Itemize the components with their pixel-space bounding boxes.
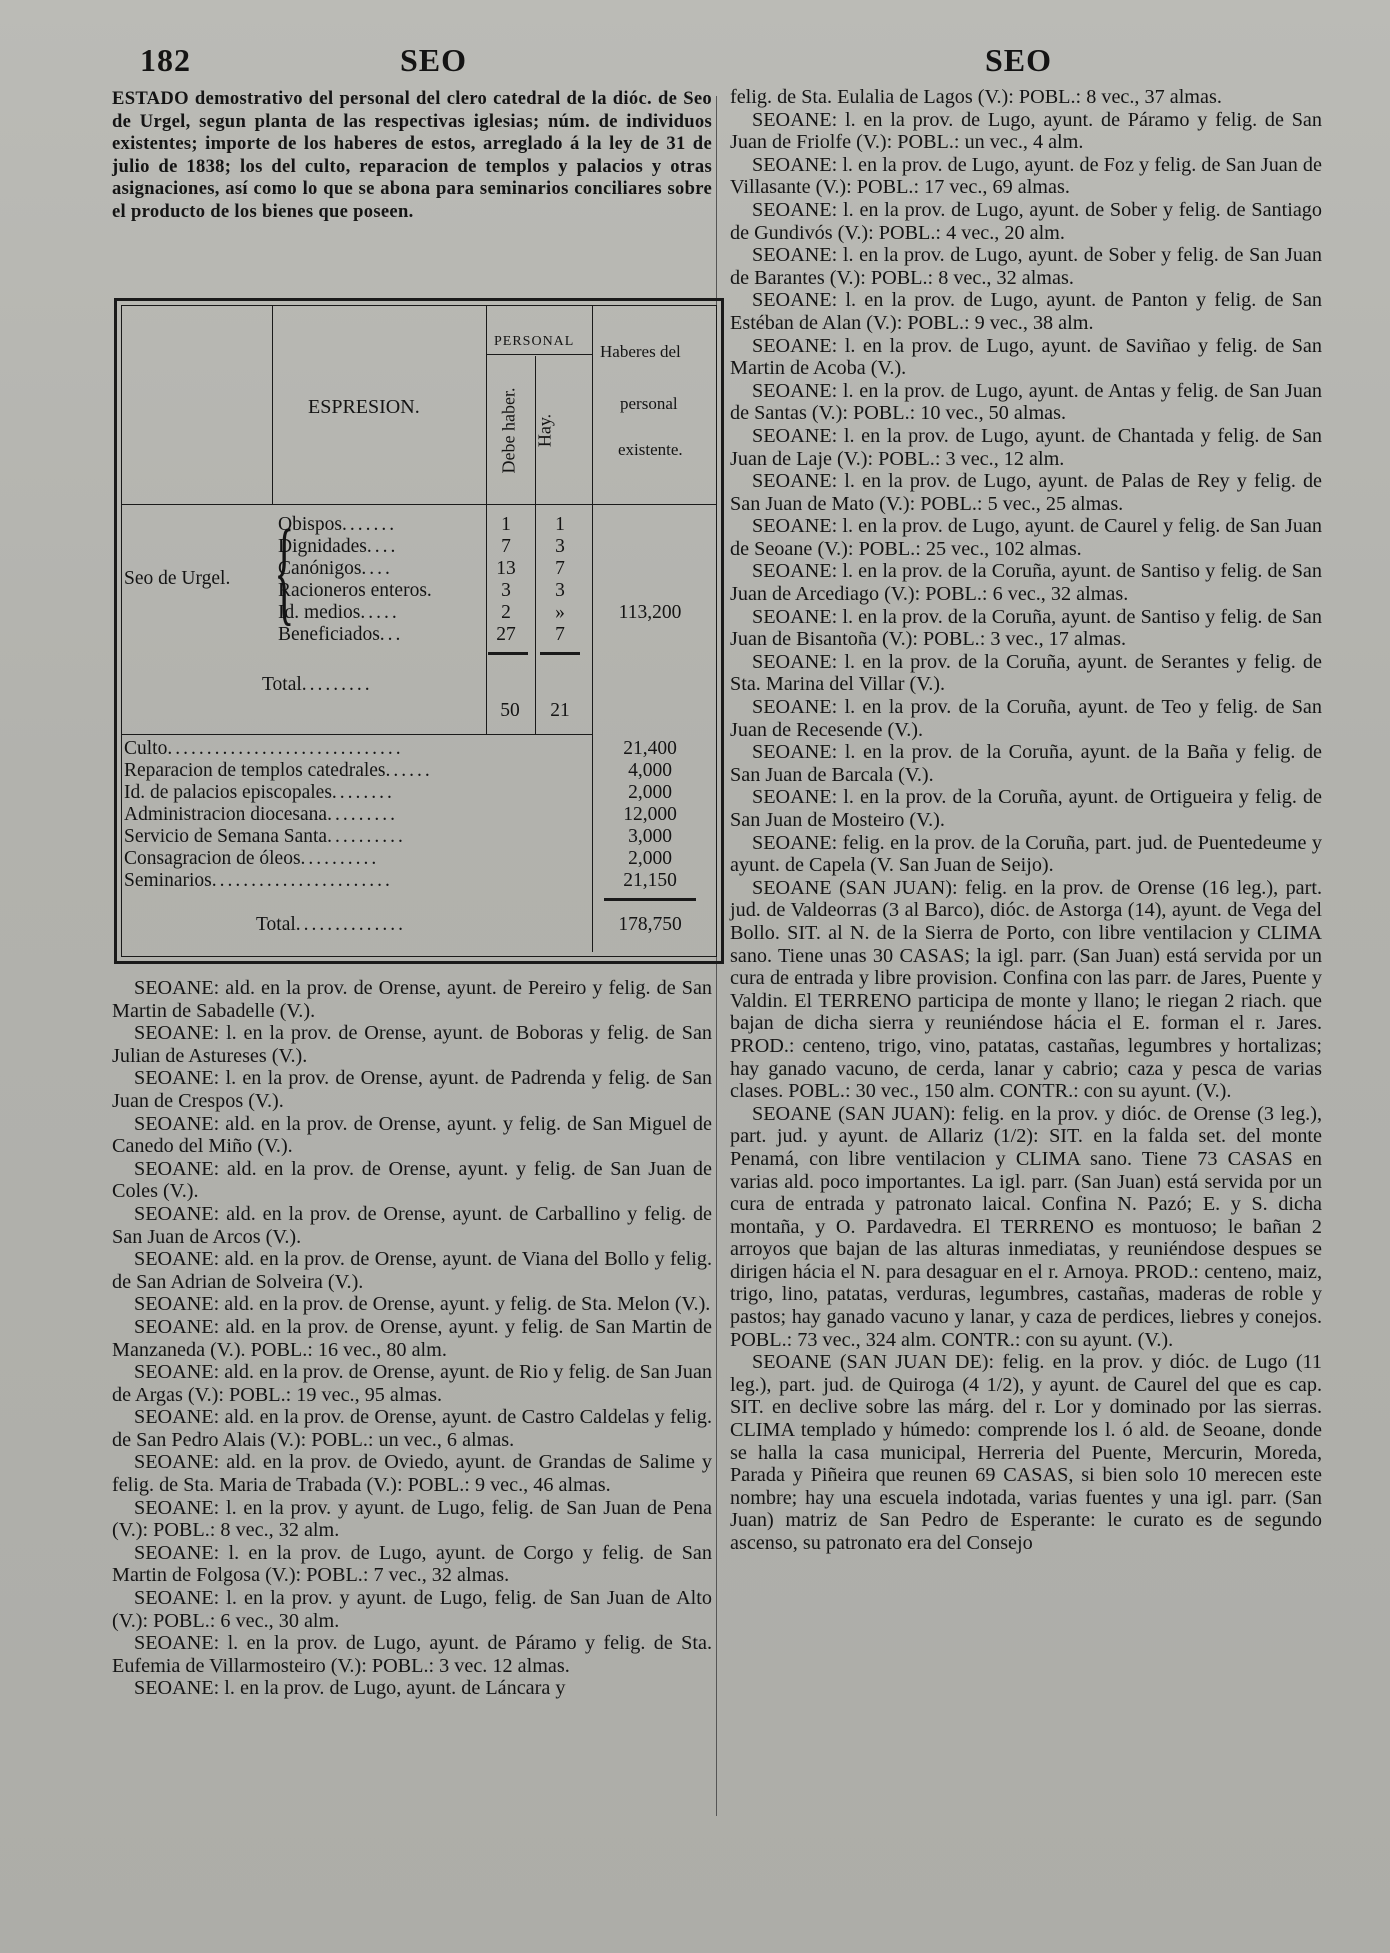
table-vline-espresion [272, 306, 273, 504]
entry: SEOANE: l. en la prov. de la Coruña, ayunt. de la Baña y felig. de San Juan de Barcala (V.). [730, 741, 1322, 786]
row-label: Canónigos.... [278, 558, 393, 579]
entry: SEOANE: ald. en la prov. de Orense, ayunt. de Carballino y felig. de San Juan de Arcos (V.). [112, 1202, 712, 1248]
other-row-label: Servicio de Semana Santa.......... [124, 826, 406, 847]
subtotal-label: Total......... [262, 674, 373, 695]
header-haberes-2: personal [620, 394, 678, 413]
table-vline-haberes [592, 306, 593, 952]
estado-title: ESTADO demostrativo del personal del clero catedral de la dióc. de Seo de Urgel, segun planta de las respectivas iglesias; núm. de individuos existentes; importe de los haberes de estos, arreglado á la ley de 31 de julio de 1838; los del culto, reparacion de templos y palacios y otras asignaciones, así como lo que se abona para seminarios conciliares sobre el producto de los bienes que poseen. [112, 88, 712, 222]
entry: SEOANE: l. en la prov. de Lugo, ayunt. de Páramo y felig. de Sta. Eufemia de Villarmosteiro (V.): POBL.: 3 vec. 12 almas. [112, 1632, 712, 1677]
other-row-amount: 12,000 [623, 804, 677, 825]
other-row-amount: 4,000 [628, 760, 672, 781]
row-label: Racioneros enteros. [278, 580, 435, 601]
header-debe-haber: Debe haber. [498, 387, 519, 474]
entry: SEOANE: l. en la prov. de Lugo, ayunt. de Panton y felig. de San Estéban de Alan (V.): POBL.: 9 vec., 38 alm. [730, 289, 1322, 334]
sum-rule-debe [488, 652, 528, 655]
entry: SEOANE: ald. en la prov. de Orense, ayunt. de Pereiro y felig. de San Martin de Sabadelle (V.). [112, 977, 712, 1022]
entry: SEOANE: l. en la prov. de Lugo, ayunt. de Palas de Rey y felig. de San Juan de Mato (V.): POBL.: 5 vec., 25 almas. [730, 470, 1322, 515]
row-debe: 1 [501, 514, 511, 535]
entry: SEOANE: l. en la prov. y ayunt. de Lugo, felig. de San Juan de Alto (V.): POBL.: 6 vec., 30 alm. [112, 1587, 712, 1632]
other-row-amount: 21,150 [623, 870, 677, 891]
other-row-label: Culto.............................. [124, 738, 404, 759]
row-hay: 7 [555, 558, 565, 579]
estado-title-block [112, 88, 712, 223]
group-amount: 113,200 [618, 602, 682, 623]
row-label: Id. medios..... [278, 602, 400, 623]
row-hay: 3 [555, 536, 565, 557]
entry-continued: felig. de Sta. Eulalia de Lagos (V.): POBL.: 8 vec., 37 almas. [730, 86, 1222, 108]
entry: SEOANE: l. en la prov. de la Coruña, ayunt. de Santiso y felig. de San Juan de Arcediago (V.): POBL.: 6 vec., 32 almas. [730, 560, 1322, 606]
other-row-label: Id. de palacios episcopales........ [124, 782, 395, 803]
entry: SEOANE: l. en la prov. de Lugo, ayunt. de Caurel y felig. de San Juan de Seoane (V.): POBL.: 25 vec., 102 almas. [730, 515, 1322, 560]
subtotal-debe: 50 [500, 700, 520, 721]
other-row-amount: 2,000 [628, 782, 672, 803]
row-hay: » [555, 602, 565, 623]
entry: SEOANE: ald. en la prov. de Orense, ayunt. y felig. de San Martin de Manzaneda (V.). POBL.: 16 vec., 80 alm. [112, 1315, 712, 1361]
row-debe: 2 [501, 602, 511, 623]
grand-total-amount: 178,750 [618, 914, 682, 935]
other-row-label: Consagracion de óleos.......... [124, 848, 380, 869]
row-hay: 1 [555, 514, 565, 535]
header-hay: Hay. [534, 413, 555, 448]
left-column-entries [112, 977, 712, 1700]
table-personal-rule [486, 354, 592, 355]
other-row-amount: 21,400 [623, 738, 677, 759]
entry: SEOANE: l. en la prov. de Lugo, ayunt. de Corgo y felig. de San Martin de Folgosa (V.): POBL.: 7 vec., 32 almas. [112, 1541, 712, 1587]
other-row-amount: 3,000 [628, 826, 672, 847]
row-label: Beneficiados... [278, 624, 404, 645]
table-mid-rule [122, 734, 592, 735]
other-row-amount: 2,000 [628, 848, 672, 869]
entry: SEOANE: ald. en la prov. de Orense, ayunt. de Castro Caldelas y felig. de San Pedro Alais (V.): POBL.: un vec., 6 almas. [112, 1406, 712, 1451]
entry: SEOANE: felig. en la prov. de la Coruña, part. jud. de Puentedeume y ayunt. de Capela (V. San Juan de Seijo). [730, 831, 1322, 877]
right-column-entries [730, 86, 1322, 1555]
entry: SEOANE: l. en la prov. de Orense, ayunt. de Boboras y felig. de San Julian de Astureses (V.). [112, 1022, 712, 1067]
entry: SEOANE (SAN JUAN DE): felig. en la prov. y dióc. de Lugo (11 leg.), part. jud. de Quiroga (4 1/2), y ayunt. de Caurel del que es cap. SIT. en declive sobre las márg. del r. Lor y dominado por las sierras. CLIMA templado y húmedo: comprende los l. ó ald. de Seoane, donde se halla la casa municipal, Herreria del Puente, Mercurin, Moreda, Parada y Piñeira que reunen 69 CASAS, si bien solo 10 merecen este nombre; hay una escuela indotada, varias fuentes y una igl. parr. (San Juan) matriz de San Pedro de Esperante: le curato es de segundo ascenso, su patronato era del Consejo [730, 1351, 1322, 1554]
other-row-label: Administracion diocesana......... [124, 804, 398, 825]
header-personal: PERSONAL [494, 334, 575, 349]
entry: SEOANE: l. en la prov. de Lugo, ayunt. de Chantada y felig. de San Juan de Laje (V.): POBL.: 3 vec., 12 alm. [730, 424, 1322, 470]
other-row-label: Seminarios....................... [124, 870, 393, 891]
row-debe: 27 [496, 624, 516, 645]
entry: SEOANE: l. en la prov. y ayunt. de Lugo, felig. de San Juan de Pena (V.): POBL.: 8 vec., 32 alm. [112, 1496, 712, 1542]
entry: SEOANE (SAN JUAN): felig. en la prov. y dióc. de Orense (3 leg.), part. jud. y ayunt. de Allariz (1/2): SIT. en la falda set. del monte Penamá, con libre ventilacion y CLIMA sano. Tiene 73 CASAS en varias ald. poco importantes. La igl. parr. (San Juan) está servida por un cura de entrada y patronato laical. Confina N. Pazó; E. y S. dicha montaña, y O. Pardavedra. El TERRENO es montuoso; le bañan 2 arroyos que bajan de las alturas inmediatas, y reuniéndose despues se dirigen hácia el N. para desaguar en el r. Arnoya. PROD.: centeno, maiz, trigo, lino, patatas, verduras, legumbres, castañas, maderas de roble y pastos; hay ganado vacuno y lanar, y caza de perdices, liebres y conejos. POBL.: 73 vec., 324 alm. CONTR.: con su ayunt. (V.). [730, 1102, 1322, 1351]
row-label: Obispos....... [278, 514, 398, 535]
row-debe: 7 [501, 536, 511, 557]
entry: SEOANE: l. en la prov. de la Coruña, ayunt. de Serantes y felig. de Sta. Marina del Villar (V.). [730, 650, 1322, 696]
entry: SEOANE: l. en la prov. de la Coruña, ayunt. de Santiso y felig. de San Juan de Bisantoña (V.): POBL.: 3 vec., 17 almas. [730, 605, 1322, 651]
group-brace: { [274, 505, 295, 636]
grand-total-rule [604, 898, 696, 901]
estado-table-inner [121, 305, 717, 957]
entry: SEOANE: ald. en la prov. de Oviedo, ayunt. de Grandas de Salime y felig. de Sta. Maria de Trabada (V.): POBL.: 9 vec., 46 almas. [112, 1451, 712, 1497]
entry: SEOANE: l. en la prov. de Lugo, ayunt. de Sober y felig. de Santiago de Gundivós (V.): POBL.: 4 vec., 20 alm. [730, 198, 1322, 244]
subtotal-hay: 21 [550, 700, 570, 721]
page-number: 182 [140, 42, 191, 78]
entry: SEOANE (SAN JUAN): felig. en la prov. de Orense (16 leg.), part. jud. de Valdeorras (3 al Barco), dióc. de Astorga (14), ayunt. de Vega del Bollo. SIT. al N. de la Sierra de Porto, con libre ventilacion y CLIMA sano. Tiene unas 30 CASAS; la igl. parr. (San Juan) está servida por un cura de entrada y libre provision. Confina con las parr. de Jares, Puente y Valdin. El TERRENO participa de monte y llano; le riegan 2 riach. que bajan de dicha sierra y reuniéndose hácia el E. forman el r. Jares. PROD.: centeno, trigo, vino, patatas, castañas, legumbres y hortalizas; hay ganado vacuno, de cerda, lanar y cabrio; caza y pesca de varias clases. POBL.: 30 vec., 150 alm. CONTR.: con su ayunt. (V.). [730, 876, 1322, 1103]
entry: SEOANE: ald. en la prov. de Orense, ayunt. de Rio y felig. de San Juan de Argas (V.): POBL.: 19 vec., 95 almas. [112, 1361, 712, 1406]
running-head-left: SEO [400, 42, 468, 78]
entry: SEOANE: l. en la prov. de la Coruña, ayunt. de Teo y felig. de San Juan de Recesende (V.). [730, 696, 1322, 741]
entry: SEOANE: ald. en la prov. de Orense, ayunt. y felig. de Sta. Melon (V.). [134, 1293, 711, 1316]
entry: SEOANE: l. en la prov. de Lugo, ayunt. de Láncara y [134, 1677, 566, 1700]
row-debe: 3 [501, 580, 511, 601]
table-header-rule [122, 504, 716, 505]
row-hay: 3 [555, 580, 565, 601]
entry: SEOANE: l. en la prov. de Lugo, ayunt. de Antas y felig. de San Juan de Santas (V.): POBL.: 10 vec., 50 almas. [730, 379, 1322, 425]
sum-rule-hay [540, 652, 580, 655]
entry: SEOANE: l. en la prov. de la Coruña, ayunt. de Ortigueira y felig. de San Juan de Mosteiro (V.). [730, 786, 1322, 831]
entry: SEOANE: ald. en la prov. de Orense, ayunt. y felig. de San Miguel de Canedo del Miño (V.). [112, 1112, 712, 1158]
entry: SEOANE: l. en la prov. de Orense, ayunt. de Padrenda y felig. de San Juan de Crespos (V.). [112, 1067, 712, 1112]
row-debe: 13 [496, 558, 516, 579]
entry: SEOANE: ald. en la prov. de Orense, ayunt. de Viana del Bollo y felig. de San Adrian de Solveira (V.). [112, 1248, 712, 1293]
row-label: Dignidades.... [278, 536, 399, 557]
grand-total-label: Total.............. [256, 914, 407, 935]
estado-table [114, 298, 724, 964]
header-haberes-3: existente. [618, 440, 683, 459]
entry: SEOANE: l. en la prov. de Lugo, ayunt. de Saviñao y felig. de San Martin de Acoba (V.). [730, 334, 1322, 380]
header-haberes-1: Haberes del [600, 342, 681, 361]
entry: SEOANE: ald. en la prov. de Orense, ayunt. y felig. de San Juan de Coles (V.). [112, 1157, 712, 1203]
row-hay: 7 [555, 624, 565, 645]
entry: SEOANE: l. en la prov. de Lugo, ayunt. de Foz y felig. de San Juan de Villasante (V.): POBL.: 17 vec., 69 almas. [730, 153, 1322, 199]
running-head-right: SEO [985, 42, 1053, 78]
header-espresion: ESPRESION. [308, 396, 420, 418]
group-label: Seo de Urgel. [124, 568, 231, 589]
other-row-label: Reparacion de templos catedrales...... [124, 760, 433, 781]
entry: SEOANE: l. en la prov. de Lugo, ayunt. de Sober y felig. de San Juan de Barantes (V.): POBL.: 8 vec., 32 almas. [730, 244, 1322, 289]
entry: SEOANE: l. en la prov. de Lugo, ayunt. de Páramo y felig. de San Juan de Friolfe (V.): POBL.: un vec., 4 alm. [730, 108, 1322, 154]
